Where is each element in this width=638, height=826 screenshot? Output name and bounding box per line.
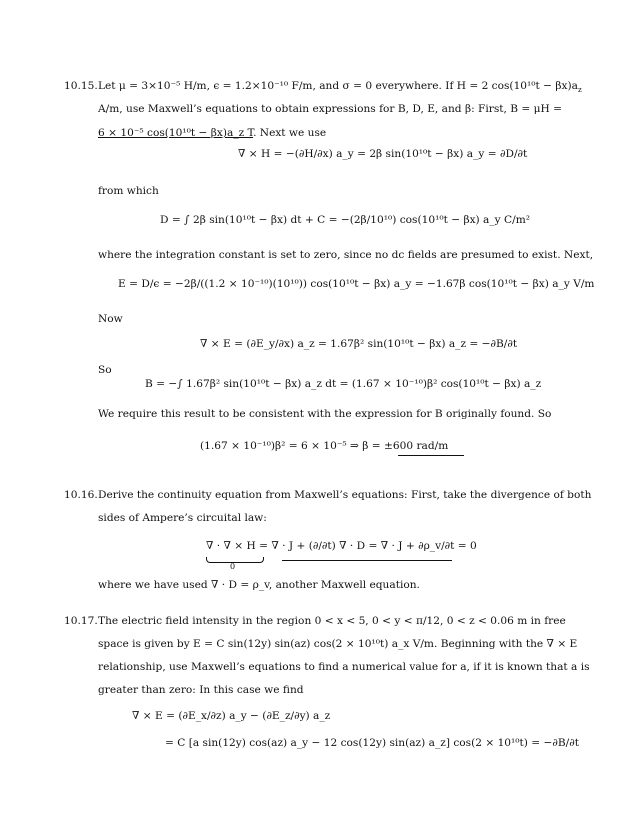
equation-curl-e-components: ∇ × E = (∂E_x/∂z) a_y − (∂E_z/∂y) a_z [132,710,331,722]
equation-curl-h: ∇ × H = −(∂H/∂x) a_y = 2β sin(10¹⁰t − βx) a_y = ∂D/∂t [238,148,528,160]
problem-10-17-line-3: relationship, use Maxwell’s equations to find a numerical value for a, if it is known that a is [98,661,590,673]
problem-10-15-line-2: A/m, use Maxwell’s equations to obtain expressions for B, D, E, and β: First, B = μH = [98,103,563,115]
problem-10-17-line-1: The electric field intensity in the region 0 < x < 5, 0 < y < π/12, 0 < z < 0.06 m in free [98,615,566,627]
text-maxwell-equation: where we have used ∇ · D = ρ_v, another Maxwell equation. [98,579,420,591]
problem-number-10-15: 10.15. [64,80,98,92]
underline-continuity [282,560,452,561]
problem-10-17-line-2: space is given by E = C sin(12y) sin(az) cos(2 × 10¹⁰t) a_x V/m. Beginning with the ∇ × E [98,638,578,650]
text-from-which: from which [98,185,159,197]
equation-continuity: ∇ · ∇ × H = ∇ · J + (∂/∂t) ∇ · D = ∇ · J + ∂ρ_v/∂t = 0 [206,540,477,552]
problem-10-16-line-1: Derive the continuity equation from Maxwell’s equations: First, take the divergence of both [98,489,592,501]
problem-number-10-16: 10.16. [64,489,98,501]
text-integration-constant: where the integration constant is set to zero, since no dc fields are presumed to exist. Next, [98,249,594,261]
equation-curl-e-expanded: = C [a sin(12y) cos(az) a_y − 12 cos(12y) sin(az) a_z] cos(2 × 10¹⁰t) = −∂B/∂t [165,737,579,749]
problem-10-15-line-3: 6 × 10⁻⁵ cos(10¹⁰t − βx)a_z T. Next we use [98,127,327,139]
equation-beta-result: (1.67 × 10⁻¹⁰)β² = 6 × 10⁻⁵ ⇒ β = ±600 rad/m [200,440,449,452]
equation-b-field: B = −∫ 1.67β² sin(10¹⁰t − βx) a_z dt = (1.67 × 10⁻¹⁰)β² cos(10¹⁰t − βx) a_z [145,378,542,390]
problem-number-10-17: 10.17. [64,615,98,627]
problem-10-16-line-2: sides of Ampere’s circuital law: [98,512,267,524]
text-now: Now [98,313,123,325]
equation-d-field: D = ∫ 2β sin(10¹⁰t − βx) dt + C = −(2β/10¹⁰) cos(10¹⁰t − βx) a_y C/m² [160,214,530,226]
problem-10-15-line-1: Let μ = 3×10⁻⁵ H/m, ϵ = 1.2×10⁻¹⁰ F/m, and σ = 0 everywhere. If H = 2 $\cos(10^{10}t - \beta x)a_z$ [98,80,582,95]
equation-e-field: E = D/ϵ = −2β/((1.2 × 10⁻¹⁰)(10¹⁰)) cos(10¹⁰t − βx) a_y = −1.67β cos(10¹⁰t − βx) a_y V/m [118,278,595,290]
problem-10-17-line-4: greater than zero: In this case we find [98,684,304,696]
text-consistency: We require this result to be consistent with the expression for B originally found. So [98,408,552,420]
underline-beta-value [398,455,464,456]
text-so: So [98,364,112,376]
underbrace-zero-label: 0 [230,562,236,571]
equation-curl-e: ∇ × E = (∂E_y/∂x) a_z = 1.67β² sin(10¹⁰t − βx) a_z = −∂B/∂t [200,338,518,350]
